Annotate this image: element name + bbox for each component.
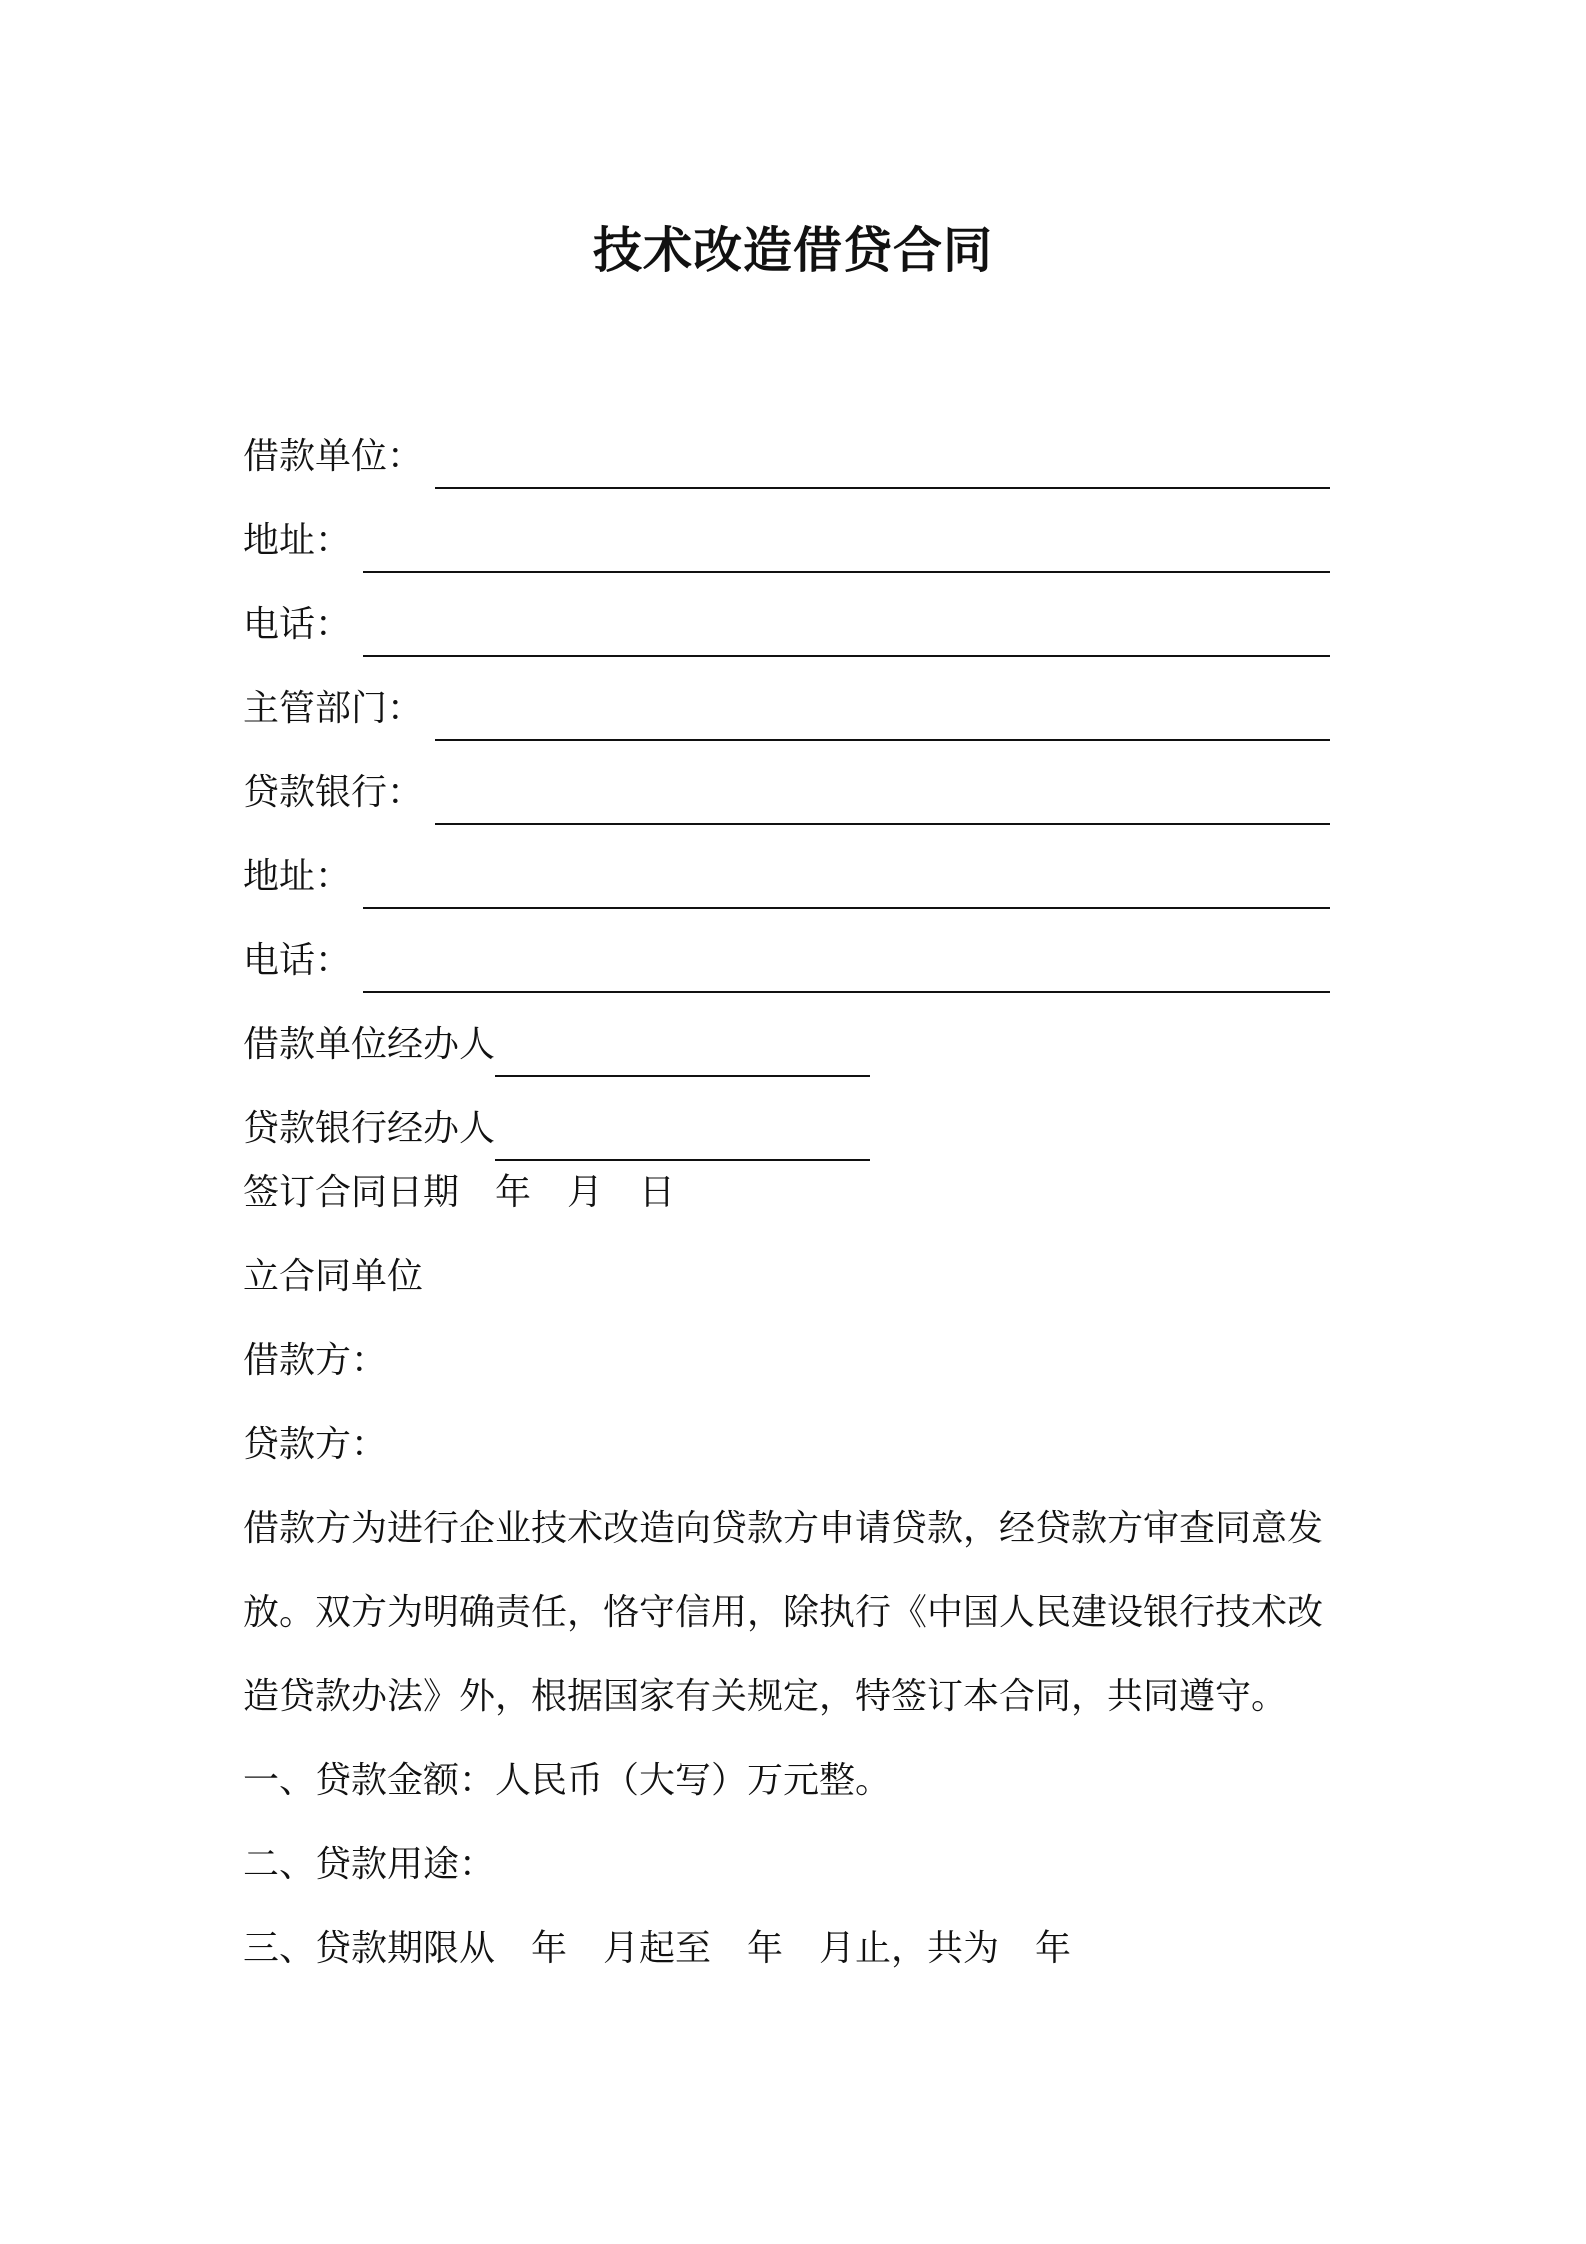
field-supervising-dept xyxy=(243,657,1363,741)
field-borrower-phone xyxy=(243,573,1363,657)
fill-in-blank[interactable] xyxy=(363,519,1330,573)
paragraph-line: 借款方为进行企业技术改造向贷款方申请贷款，经贷款方审查同意发 xyxy=(243,1508,1324,1549)
field-label: 地址： xyxy=(243,856,352,897)
borrower-label: 借款方： xyxy=(243,1340,388,1381)
field-bank-address xyxy=(243,825,1363,909)
field-label: 地址： xyxy=(243,520,352,561)
clause-loan-purpose: 二、贷款用途： xyxy=(243,1844,496,1885)
clause-loan-amount: 一、贷款金额：人民币（大写）万元整。 xyxy=(243,1760,892,1801)
field-label: 贷款银行： xyxy=(243,772,424,813)
field-borrower-unit xyxy=(243,405,1363,489)
field-lending-bank xyxy=(243,741,1363,825)
clause-loan-term: 三、贷款期限从 年 月起至 年 月止，共为 年 xyxy=(243,1928,1072,1969)
field-borrower-agent xyxy=(243,993,1363,1077)
paragraph-line: 造贷款办法》外，根据国家有关规定，特签订本合同，共同遵守。 xyxy=(243,1676,1288,1717)
field-label: 主管部门： xyxy=(243,688,424,729)
field-borrower-address xyxy=(243,489,1363,573)
fill-in-blank[interactable] xyxy=(495,1107,870,1161)
field-label: 贷款银行经办人 xyxy=(243,1108,496,1149)
field-label: 借款单位： xyxy=(243,436,424,477)
sign-date: 签订合同日期 年 月 日 xyxy=(243,1172,676,1213)
document-title: 技术改造借贷合同 xyxy=(592,222,993,279)
fill-in-blank[interactable] xyxy=(435,435,1330,489)
contract-body xyxy=(243,405,1363,2001)
lender-label: 贷款方： xyxy=(243,1424,388,1465)
field-label: 电话： xyxy=(243,604,352,645)
paragraph-line: 放。双方为明确责任，恪守信用，除执行《中国人民建设银行技术改 xyxy=(243,1592,1324,1633)
field-bank-agent xyxy=(243,1077,1363,1161)
fill-in-blank[interactable] xyxy=(363,603,1330,657)
fill-in-blank[interactable] xyxy=(495,1023,870,1077)
parties-heading: 立合同单位 xyxy=(243,1256,424,1297)
fill-in-blank[interactable] xyxy=(363,939,1330,993)
fill-in-blank[interactable] xyxy=(435,687,1330,741)
fill-in-blank[interactable] xyxy=(435,771,1330,825)
intro-paragraph xyxy=(243,1497,1363,1749)
fill-in-blank[interactable] xyxy=(363,855,1330,909)
field-bank-phone xyxy=(243,909,1363,993)
field-label: 电话： xyxy=(243,940,352,981)
field-label: 借款单位经办人 xyxy=(243,1024,496,1065)
